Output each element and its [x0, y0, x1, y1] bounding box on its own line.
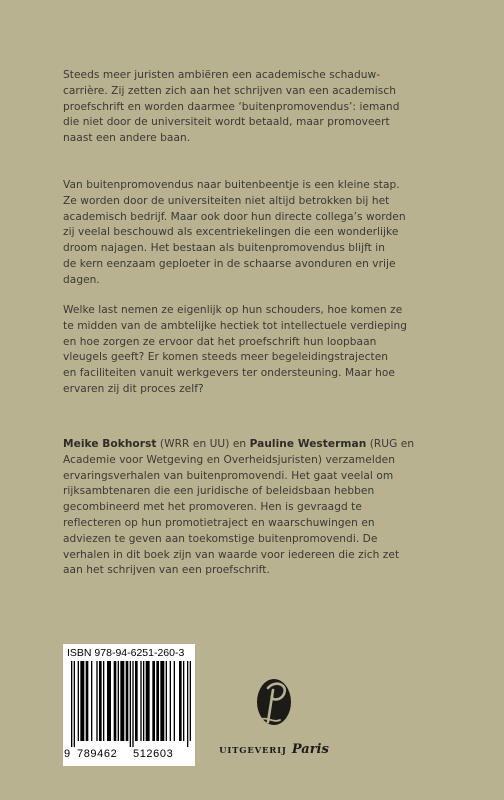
barcode-bar [146, 661, 150, 741]
text-line: de kern eenzaam geploeter in de schaarse avonduren en vrije [63, 257, 396, 270]
barcode-bar [152, 661, 155, 741]
barcode-bar [114, 661, 117, 741]
text-line: gecombineerd met het promoveren. Hen is gevraagd te [63, 501, 362, 514]
barcode-bar [103, 661, 104, 741]
author-name-2: Pauline Westerman [249, 438, 367, 450]
barcode-bar [74, 661, 75, 747]
barcode-bar [135, 661, 138, 741]
barcode-bar [71, 661, 72, 747]
text-line: Ze worden door de universiteiten niet altijd betrokken bij het [63, 194, 390, 207]
isbn-label: ISBN 978-94-6251-260-3 [67, 647, 185, 659]
barcode-bar [160, 661, 164, 741]
text-line [63, 437, 453, 453]
barcode-bar [120, 661, 124, 741]
barcode-bar [183, 661, 184, 741]
barcode-bar [179, 661, 182, 741]
text-line: proefschrift en worden daarmee ‘buitenpromovendus’: iemand [63, 100, 400, 113]
text-fragment: (RUG en [366, 438, 415, 450]
text-line: Welke last nemen ze eigenlijk op hun schouders, hoe komen ze [63, 304, 403, 316]
ean-left-digits: 789462 [77, 748, 118, 760]
barcode-bar [126, 661, 129, 741]
text-line: vleugels geeft? Er komen steeds meer begeleidingstrajecten [63, 351, 389, 364]
barcode-bar [156, 661, 159, 741]
text-line: Van buitenpromovendus naar buitenbeentje is een kleine stap. [63, 179, 400, 191]
publisher-brand: Paris [291, 742, 329, 757]
text-line: dagen. [63, 273, 100, 286]
barcode-bar [78, 661, 79, 741]
barcode-bar [130, 661, 131, 747]
publisher-imprint: UITGEVERIJ [219, 746, 287, 756]
text-line: te midden van de ambtelijke hectiek tot intellectuele verdieping [63, 319, 408, 332]
ean-first-digit: 9 [64, 748, 71, 760]
blurb-paragraph-3 [63, 303, 453, 398]
barcode-bar [140, 661, 141, 741]
barcode-bar [86, 661, 89, 741]
text-line: Steeds meer juristen ambiëren een academische schaduw- [63, 69, 381, 81]
text-line: adviezen te geven aan toekomstige buitenpromovendi. De [63, 532, 378, 545]
text-line: ervaringsverhalen van buitenpromovendi. Het gaat veelal om [63, 469, 394, 482]
text-line: naast een andere baan. [63, 132, 191, 145]
barcode-bars [71, 661, 191, 747]
text-fragment: (WRR en UU) en [156, 438, 250, 450]
text-line: Academie voor Wetgeving en Overheidsjuristen) verzamelden [63, 453, 395, 466]
barcode-bar [132, 661, 133, 747]
ean-right-digits: 512603 [133, 748, 174, 760]
publisher-name [218, 738, 330, 757]
isbn-barcode [63, 644, 195, 766]
barcode-bar [166, 661, 167, 741]
text-line: aan het schrijven van een proefschrift. [63, 564, 270, 577]
text-line: ervaren zij dit proces zelf? [63, 382, 204, 395]
barcode-bar [143, 661, 144, 741]
barcode-bar [118, 661, 119, 741]
barcode-bar [80, 661, 84, 741]
text-line: verhalen in dit boek zijn van waarde voor iedereen die zich zet [63, 548, 400, 561]
author-bio-paragraph [63, 437, 453, 579]
barcode-bar [107, 661, 111, 741]
barcode-bar [174, 661, 175, 741]
author-name-1: Meike Bokhorst [63, 438, 157, 450]
barcode-bar [170, 661, 171, 741]
barcode-bar [99, 661, 102, 741]
text-line: reflecteren op hun promotietraject en waarschuwingen en [63, 516, 375, 529]
blurb-paragraph-1 [63, 68, 453, 147]
text-line: rijksambtenaren die een juridische of beleidsbaan hebben [63, 485, 375, 498]
text-line: en hoe zorgen ze ervoor dat het proefschrift hun loopbaan [63, 335, 377, 348]
text-line: carrière. Zij zetten zich aan het schrijven van een academisch [63, 84, 397, 97]
text-line: en faciliteiten vanuit werkgevers ter ondersteuning. Maar hoe [63, 367, 395, 380]
barcode-bar [187, 661, 188, 747]
barcode-bar [91, 661, 92, 741]
text-line: academisch bedrijf. Maar ook door hun directe collega’s worden [63, 210, 406, 223]
barcode-bar [96, 661, 97, 741]
blurb-paragraph-2 [63, 178, 453, 289]
text-line: droom najagen. Het bestaan als buitenpromovendus blijft in [63, 242, 386, 255]
text-line: die niet door de universiteit wordt betaald, maar promoveert [63, 116, 390, 129]
text-line: zij veelal beschouwd als excentriekelingen die een wonderlijke [63, 226, 399, 239]
barcode-bar [190, 661, 191, 741]
